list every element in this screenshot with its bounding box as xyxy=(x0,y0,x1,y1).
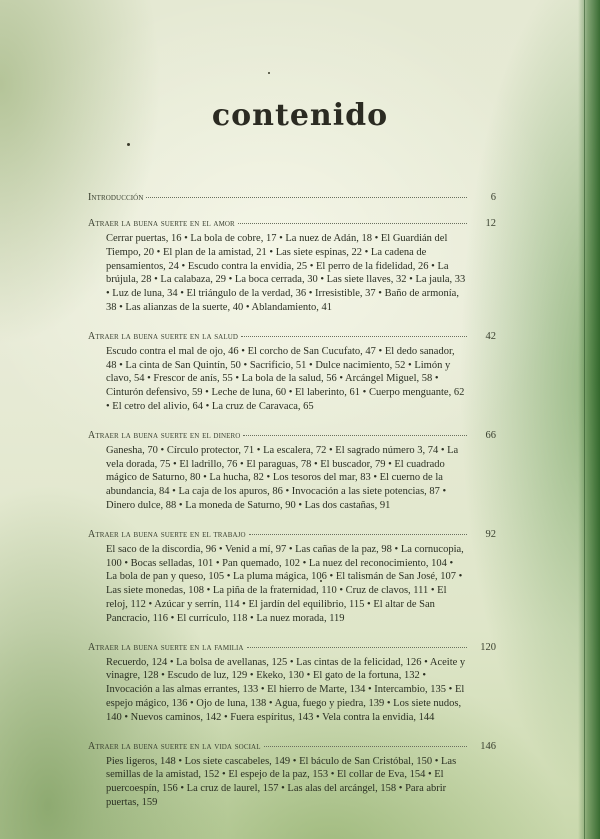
toc-page-number: 12 xyxy=(485,218,496,229)
toc-entry xyxy=(88,192,520,206)
toc-entry xyxy=(88,741,520,810)
ink-speck xyxy=(268,72,270,74)
toc-heading: Atraer la buena suerte en el dinero xyxy=(88,429,241,441)
toc-heading: Atraer la buena suerte en la vida social xyxy=(88,740,261,752)
toc-page-number: 42 xyxy=(485,330,496,342)
toc-heading-row xyxy=(88,192,520,206)
toc-entry xyxy=(88,529,520,626)
toc-page-number: 66 xyxy=(485,429,496,441)
toc-heading: Atraer la buena suerte en el trabajo xyxy=(88,528,246,540)
dot-leader xyxy=(247,646,467,648)
toc-heading-row xyxy=(88,642,520,656)
toc-heading-row xyxy=(88,741,520,755)
page-title: contenido xyxy=(211,98,389,133)
toc-heading: Introducción xyxy=(88,192,144,203)
toc-items: Escudo contra el mal de ojo, 46 • El corcho de San Cucufato, 47 • El dedo sanador, 48 • La cinta de San Quintín, 50 • Sacrificio, 51 • Dulce nacimiento, 52 • Limón y clavo, 54 • Frescor de anís, 55 • La bola de la salud, 56 • Arcángel Miguel, 58 • Cinturón defensivo, 59 • Leche de luna, 60 • El laberinto, 61 • Cuerpo menguante, 62 • El cetro del alivio, 64 • La cruz de Caravaca, 65 xyxy=(106,345,465,412)
toc-items: Cerrar puertas, 16 • La bola de cobre, 17 • La nuez de Adán, 18 • El Guardián del Tiempo, 20 • El plan de la amistad, 21 • Las siete espinas, 22 • La cadena de pensamientos, 24 • Escudo contra la envidia, 25 • El perro de la fidelidad, 26 • La brújula, 28 • La calabaza, 29 • La boca cerrada, 30 • Las siete llaves, 32 • La jaula, 33 • Luz de luna, 34 • El triángulo de la verdad, 36 • Irresistible, 37 • Baño de armonía, 38 • Las alianzas de la suerte, 40 • Ablandamiento, 41 xyxy=(106,233,466,313)
toc-heading: Atraer la buena suerte en la familia xyxy=(88,641,244,653)
toc-heading: Atraer la buena suerte en el amor xyxy=(88,218,235,229)
toc-page-number: 92 xyxy=(485,528,496,540)
toc-items: El saco de la discordia, 96 • Venid a mí, 97 • Las cañas de la paz, 98 • La cornucopia, 100 • Bocas selladas, 101 • Pan quemado, 102 • La nuez del reconocimiento, 104 • La bola de pan y queso, 105 • La pluma mágica, 106 • El talismán de San José, 107 • Las siete monedas, 108 • La piña de la fraternidad, 110 • Cruz de clavos, 111 • El reloj, 112 • Azúcar y serrín, 114 • El jardín del equilibrio, 115 • El altar de San Pancracio, 116 • El currículo, 118 • La nuez morada, 119 xyxy=(106,543,464,624)
toc-page-number: 120 xyxy=(480,641,496,653)
toc-entry xyxy=(88,430,520,513)
toc-items: Ganesha, 70 • Círculo protector, 71 • La escalera, 72 • El sagrado número 3, 74 • La vela dorada, 75 • El ladrillo, 76 • El paraguas, 78 • El buscador, 79 • El cuadrado mágico de Saturno, 80 • La hucha, 82 • Los tesoros del mar, 83 • El cuerno de la abundancia, 84 • La caja de los apuros, 86 • Invocación a las siete potencias, 87 • Dinero dulce, 88 • La moneda de Saturno, 90 • Las dos castañas, 91 xyxy=(106,444,459,511)
toc-heading-row xyxy=(88,331,520,345)
dot-leader xyxy=(249,533,467,535)
ink-speck xyxy=(127,143,130,146)
toc-page-number: 146 xyxy=(480,740,496,752)
dot-leader xyxy=(146,196,467,198)
toc-entry xyxy=(88,218,520,315)
toc-page-number: 6 xyxy=(490,192,496,203)
toc-heading: Atraer la buena suerte en la salud xyxy=(88,330,239,342)
toc-entry xyxy=(88,642,520,725)
dot-leader xyxy=(243,434,467,436)
toc-heading-row xyxy=(88,430,520,444)
dot-leader xyxy=(238,222,467,224)
toc-items: Pies ligeros, 148 • Los siete cascabeles, 149 • El báculo de San Cristóbal, 150 • Las semillas de la amistad, 152 • El espejo de la paz, 153 • El collar de Eva, 154 • El puercoespín, 156 • La cruz de laurel, 157 • Las alas del arcángel, 158 • Para abrir puertas, 159 xyxy=(106,755,457,808)
toc-items: Recuerdo, 124 • La bolsa de avellanas, 125 • Las cintas de la felicidad, 126 • Aceite y vinagre, 128 • Escudo de luz, 129 • Ekeko, 130 • El gato de la fortuna, 132 • Invocación a las almas errantes, 133 • El hierro de Marte, 134 • Intercambio, 135 • El espejo mágico, 136 • Ojo de luna, 138 • Agua, fuego y piedra, 139 • Los siete nudos, 140 • Nuevos caminos, 142 • Fuera espíritus, 143 • Vela contra la envidia, 144 xyxy=(106,656,466,723)
toc-heading-row xyxy=(88,529,520,543)
toc-heading-row xyxy=(88,218,520,232)
table-of-contents xyxy=(88,192,520,826)
toc-entry xyxy=(88,331,520,414)
dot-leader xyxy=(264,745,467,747)
dot-leader xyxy=(241,335,467,337)
